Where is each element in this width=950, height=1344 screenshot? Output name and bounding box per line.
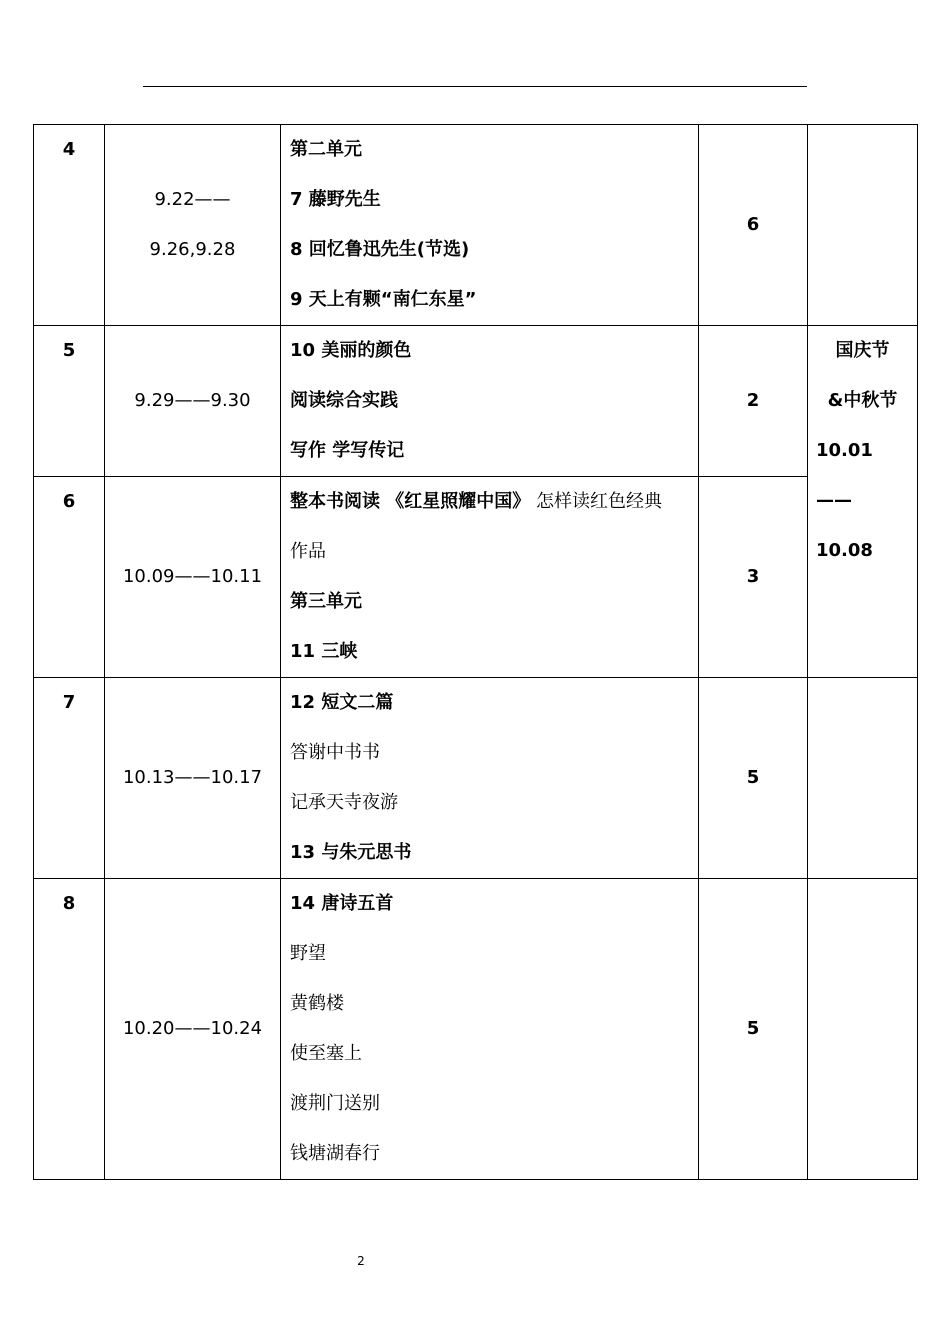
lesson-line xyxy=(290,929,698,979)
lesson-text: 9 天上有颗“南仁东星” xyxy=(290,289,477,310)
date-cell xyxy=(105,477,281,678)
date-line: 10.13——10.17 xyxy=(122,767,263,788)
lesson-line xyxy=(290,1079,698,1129)
holiday-note-cell xyxy=(808,326,918,678)
week-cell xyxy=(34,125,105,326)
lesson-text: 写作 学写传记 xyxy=(290,440,405,461)
note-cell-empty xyxy=(808,879,918,1180)
date-line: 9.22—— xyxy=(154,189,231,210)
content-cell xyxy=(281,477,699,678)
table-row xyxy=(34,326,918,477)
date-cell xyxy=(105,125,281,326)
week-number: 7 xyxy=(62,692,76,713)
date-range xyxy=(123,552,262,602)
lesson-line xyxy=(290,577,698,627)
table-row xyxy=(34,125,918,326)
lesson-line xyxy=(290,125,698,175)
lesson-text: 钱塘湖春行 xyxy=(290,1143,380,1164)
hours-cell: 3 xyxy=(699,477,808,678)
date-cell xyxy=(105,678,281,879)
lesson-text-tail: 怎样读红色经典 xyxy=(530,491,662,512)
holiday-note xyxy=(808,326,917,576)
lesson-text: 使至塞上 xyxy=(290,1043,362,1064)
week-number: 6 xyxy=(62,491,76,512)
week-number: 4 xyxy=(62,139,76,160)
hours-cell: 6 xyxy=(699,125,808,326)
lesson-line xyxy=(290,1129,698,1179)
lesson-line xyxy=(290,275,698,325)
date-range xyxy=(123,753,262,803)
lesson-line xyxy=(290,728,698,778)
content-cell xyxy=(281,125,699,326)
lesson-line xyxy=(290,426,698,476)
hours-cell: 5 xyxy=(699,879,808,1180)
lesson-line xyxy=(290,527,698,577)
table-row xyxy=(34,477,918,678)
lesson-line xyxy=(290,627,698,677)
content-cell xyxy=(281,879,699,1180)
date-range xyxy=(134,376,250,426)
date-range xyxy=(123,1004,262,1054)
lesson-text: 野望 xyxy=(290,943,326,964)
lesson-line xyxy=(290,828,698,878)
lesson-line xyxy=(290,225,698,275)
header-rule xyxy=(143,86,807,87)
holiday-note-line: —— xyxy=(816,490,852,511)
lesson-text: 12 短文二篇 xyxy=(290,692,394,713)
lesson-text: 记承天寺夜游 xyxy=(290,792,398,813)
lesson-text: 阅读综合实践 xyxy=(290,390,398,411)
date-range xyxy=(150,175,236,275)
schedule-table xyxy=(33,124,918,1180)
lesson-line xyxy=(290,879,698,929)
content-cell xyxy=(281,326,699,477)
lesson-line xyxy=(290,678,698,728)
lesson-line xyxy=(290,175,698,225)
lesson-text: 作品 xyxy=(290,541,326,562)
page-number: 2 xyxy=(357,1254,365,1268)
lesson-line xyxy=(290,376,698,426)
content-cell xyxy=(281,678,699,879)
hours-cell: 5 xyxy=(699,678,808,879)
date-cell xyxy=(105,879,281,1180)
table-row xyxy=(34,879,918,1180)
note-cell-empty xyxy=(808,125,918,326)
week-cell xyxy=(34,477,105,678)
week-number: 5 xyxy=(62,340,76,361)
date-line: 10.20——10.24 xyxy=(122,1018,263,1039)
lesson-line xyxy=(290,1029,698,1079)
lesson-text: 13 与朱元思书 xyxy=(290,842,412,863)
week-cell xyxy=(34,326,105,477)
lesson-text: 渡荆门送别 xyxy=(290,1093,380,1114)
lesson-line xyxy=(290,778,698,828)
week-cell xyxy=(34,678,105,879)
date-cell xyxy=(105,326,281,477)
hours-cell: 2 xyxy=(699,326,808,477)
lesson-text: 11 三峡 xyxy=(290,641,358,662)
lesson-line xyxy=(290,979,698,1029)
lesson-text: 7 藤野先生 xyxy=(290,189,381,210)
date-line: 9.29——9.30 xyxy=(134,390,251,411)
lesson-text: 8 回忆鲁迅先生(节选) xyxy=(290,239,470,260)
holiday-note-line: 国庆节 xyxy=(835,340,890,361)
lesson-line xyxy=(290,326,698,376)
holiday-note-line: 10.08 xyxy=(816,540,873,561)
lesson-text: 第三单元 xyxy=(290,591,362,612)
lesson-line xyxy=(290,477,698,527)
table-row xyxy=(34,678,918,879)
date-line: 9.26,9.28 xyxy=(149,239,236,260)
lesson-text: 第二单元 xyxy=(290,139,362,160)
week-cell xyxy=(34,879,105,1180)
lesson-text: 10 美丽的颜色 xyxy=(290,340,412,361)
week-number: 8 xyxy=(62,893,76,914)
date-line: 10.09——10.11 xyxy=(122,566,263,587)
lesson-text: 答谢中书书 xyxy=(290,742,380,763)
holiday-note-line: 10.01 xyxy=(816,440,873,461)
holiday-note-line: &中秋节 xyxy=(827,390,898,411)
lesson-text: 黄鹤楼 xyxy=(290,993,344,1014)
note-cell-empty xyxy=(808,678,918,879)
lesson-text: 整本书阅读 《红星照耀中国》 xyxy=(290,491,531,512)
lesson-text: 14 唐诗五首 xyxy=(290,893,394,914)
